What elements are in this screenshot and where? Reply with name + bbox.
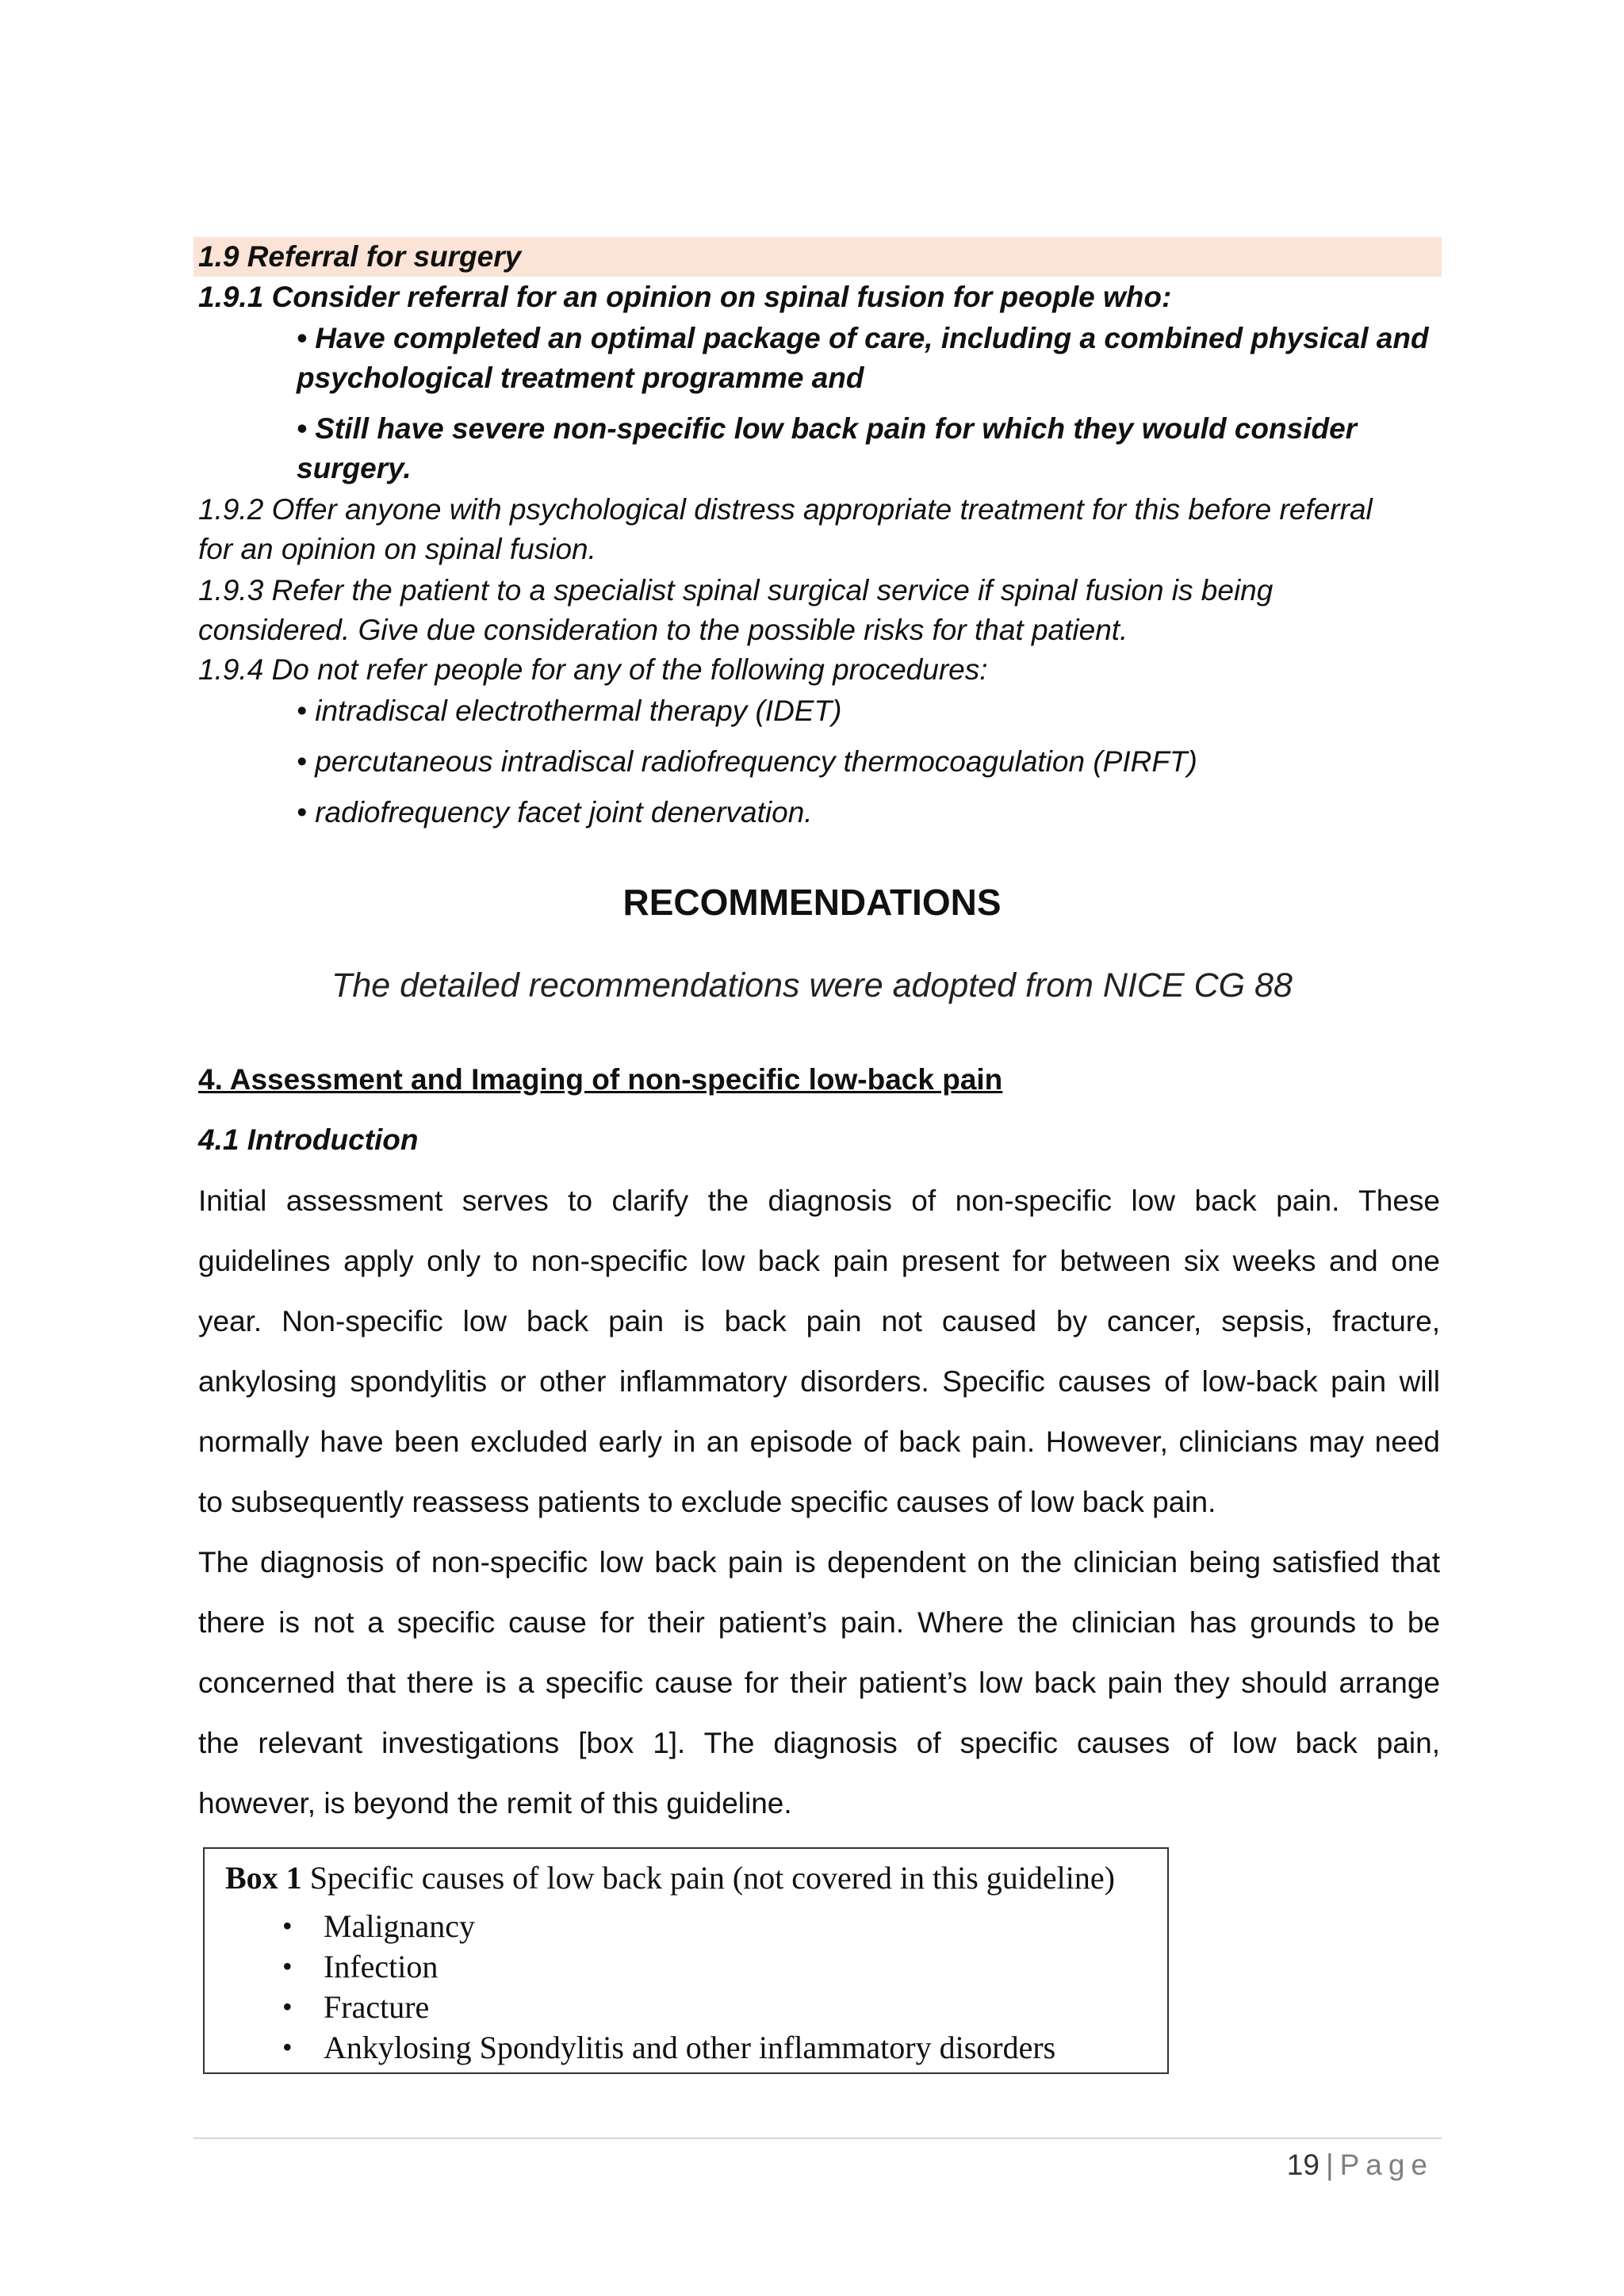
- paragraph-line: guidelines apply only to non-specific low back pain present for between six weeks and one: [198, 1245, 1440, 1277]
- paragraph-line: the relevant investigations [box 1]. The diagnosis of specific causes of low back pain,: [198, 1727, 1440, 1759]
- box-list-item-text: Ankylosing Spondylitis and other inflammatory disorders: [324, 2030, 1056, 2065]
- box-title: [225, 1858, 1115, 1898]
- item-1-9-1-bullet2-line2: surgery.: [297, 452, 412, 484]
- box-label: Box 1: [225, 1860, 302, 1896]
- page-label: Page: [1339, 2149, 1434, 2181]
- procedure-item: • intradiscal electrothermal therapy (IDET): [297, 695, 842, 727]
- recommendations-subtitle: The detailed recommendations were adopted from NICE CG 88: [331, 966, 1293, 1004]
- box-list-item-text: Infection: [324, 1949, 439, 1984]
- box-1: [203, 1847, 1169, 2074]
- item-1-9-1-bullet2-line1: • Still have severe non-specific low back pain for which they would consider: [297, 412, 1358, 445]
- item-1-9-4: 1.9.4 Do not refer people for any of the following procedures:: [198, 653, 988, 686]
- paragraph-line: however, is beyond the remit of this guideline.: [198, 1787, 792, 1820]
- paragraph-line: concerned that there is a specific cause for their patient’s low back pain they should arrange: [198, 1667, 1440, 1699]
- page-footer: [1287, 2145, 1434, 2185]
- section-heading-text: 1.9 Referral for surgery: [198, 240, 522, 273]
- paragraph-line: normally have been excluded early in an episode of back pain. However, clinicians may need: [198, 1425, 1440, 1458]
- section-heading-1-9: [193, 237, 1442, 277]
- box-list: [205, 1906, 1055, 2068]
- item-1-9-1-bullet1-line2: psychological treatment programme and: [297, 362, 864, 394]
- recommendations-title: RECOMMENDATIONS: [622, 882, 1002, 923]
- paragraph-line: The diagnosis of non-specific low back pain is dependent on the clinician being satisfied that: [198, 1546, 1440, 1578]
- bullet-icon: •: [282, 1950, 293, 1982]
- footer-divider: [193, 2137, 1442, 2139]
- bullet-icon: •: [282, 1910, 293, 1942]
- item-1-9-3-line1: 1.9.3 Refer the patient to a specialist spinal surgical service if spinal fusion is being: [198, 574, 1274, 607]
- box-list-item: [205, 2027, 1055, 2068]
- item-1-9-2-line2: for an opinion on spinal fusion.: [198, 533, 596, 565]
- paragraph-line: Initial assessment serves to clarify the diagnosis of non-specific low back pain. These: [198, 1184, 1440, 1217]
- item-1-9-1-bullet1-line1: • Have completed an optimal package of care, including a combined physical and: [297, 322, 1429, 354]
- section-heading-4: 4. Assessment and Imaging of non-specific low-back pain: [198, 1063, 1003, 1096]
- procedure-item: • percutaneous intradiscal radiofrequency thermocoagulation (PIRFT): [297, 745, 1197, 778]
- subsection-heading-4-1: 4.1 Introduction: [198, 1123, 419, 1156]
- paragraph-line: there is not a specific cause for their patient’s pain. Where the clinician has grounds to be: [198, 1606, 1440, 1639]
- item-1-9-2-line1: 1.9.2 Offer anyone with psychological distress appropriate treatment for this before referral: [198, 493, 1373, 526]
- paragraph-diagnosis: [198, 1533, 1440, 1834]
- bullet-icon: •: [282, 1991, 293, 2022]
- box-list-item-text: Malignancy: [324, 1908, 476, 1944]
- paragraph-line: year. Non-specific low back pain is back pain not caused by cancer, sepsis, fracture,: [198, 1305, 1440, 1337]
- page-number: 19: [1286, 2149, 1320, 2181]
- procedure-item: • radiofrequency facet joint denervation.: [297, 796, 813, 828]
- item-1-9-3-line2: considered. Give due consideration to the possible risks for that patient.: [198, 614, 1128, 646]
- paragraph-line: to subsequently reassess patients to exclude specific causes of low back pain.: [198, 1486, 1216, 1518]
- item-1-9-1-intro: 1.9.1 Consider referral for an opinion on spinal fusion for people who:: [198, 281, 1172, 313]
- box-list-item: [205, 1906, 1055, 1946]
- bullet-icon: •: [282, 2031, 293, 2063]
- box-list-item-text: Fracture: [324, 1989, 430, 2025]
- box-title-text: Specific causes of low back pain (not covered in this guideline): [309, 1860, 1115, 1896]
- box-list-item: [205, 1946, 1055, 1987]
- paragraph-introduction: [198, 1171, 1440, 1533]
- footer-separator: |: [1325, 2149, 1334, 2181]
- paragraph-line: ankylosing spondylitis or other inflammatory disorders. Specific causes of low-back pain will: [198, 1365, 1440, 1398]
- box-list-item: [205, 1987, 1055, 2027]
